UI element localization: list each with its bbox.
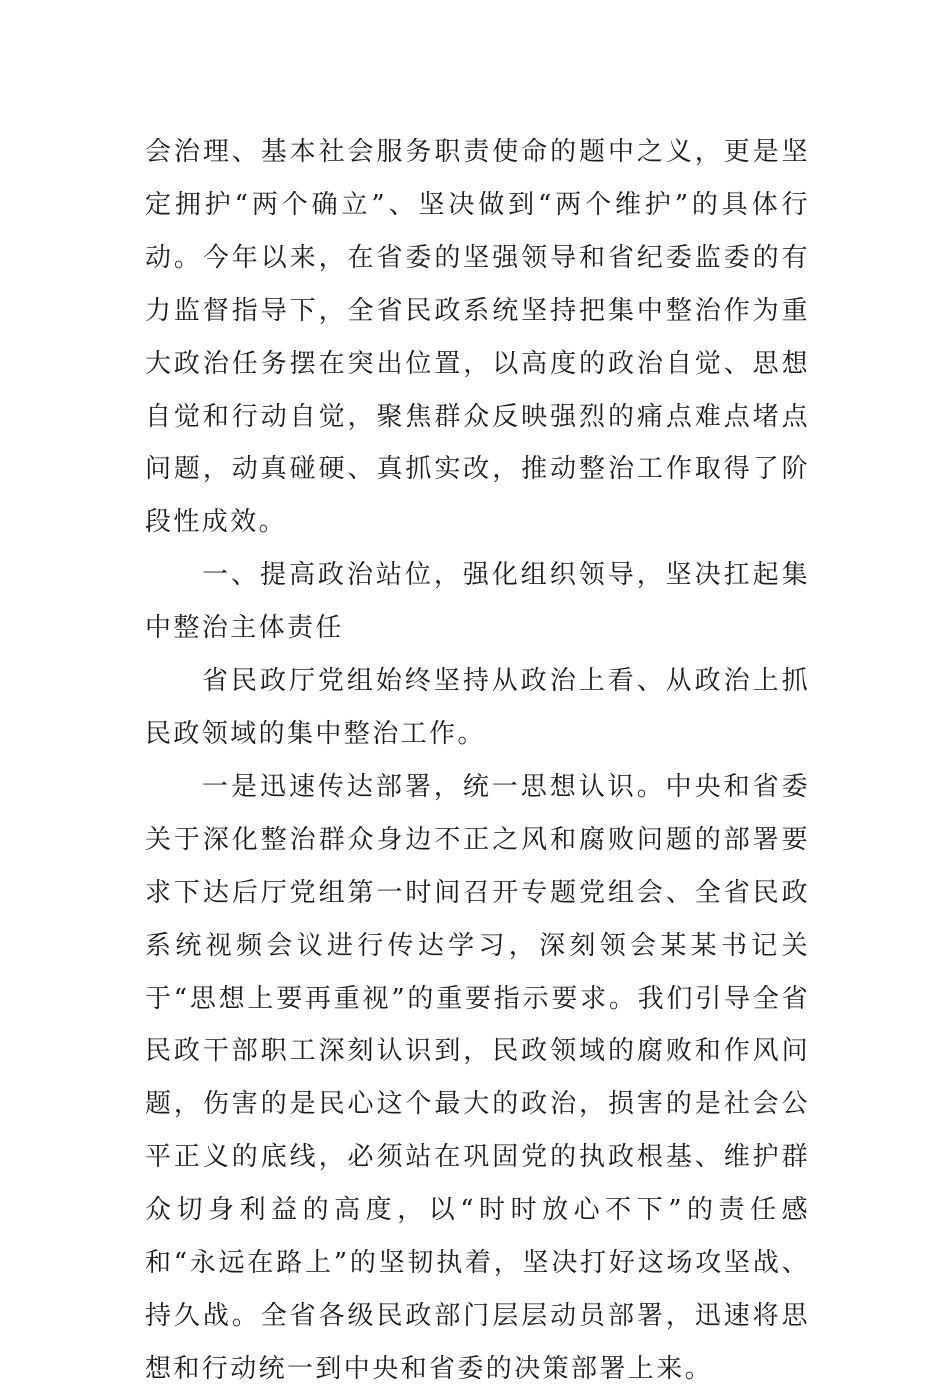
section-heading: 一、提高政治站位，强化组织领导，坚决扛起集中整治主体责任 <box>145 560 810 644</box>
paragraph-intro: 省民政厅党组始终坚持从政治上看、从政治上抓民政领域的集中整治工作。 <box>145 666 810 749</box>
paragraph-continuation: 会治理、基本社会服务职责使命的题中之义，更是坚定拥护“两个确立”、坚决做到“两个维护”的具体行动。今年以来，在省委的坚强领导和省纪委监委的有力监督指导下，全省民政系统坚持把集中整治作为重大政治任务摆在突出位置，以高度的政治自觉、思想自觉和行动自觉，聚焦群众反映强烈的痛点难点堵点问题，动真碰硬、真抓实改，推动整治工作取得了阶段性成效。 <box>145 137 810 538</box>
paragraph-point-one: 一是迅速传达部署，统一思想认识。中央和省委关于深化整治群众身边不正之风和腐败问题的部署要求下达后厅党组第一时间召开专题党组会、全省民政系统视频会议进行传达学习，深刻领会某某书记关于“思想上要再重视”的重要指示要求。我们引导全省民政干部职工深刻认识到，民政领域的腐败和作风问题，伤害的是民心这个最大的政治，损害的是社会公平正义的底线，必须站在巩固党的执政根基、维护群众切身利益的高度，以“时时放心不下”的责任感和“永远在路上”的坚韧执着，坚决打好这场攻坚战、持久战。全省各级民政部门层层动员部署，迅速将思想和行动统一到中央和省委的决策部署上来。 <box>145 771 810 1384</box>
document-body <box>145 126 810 1396</box>
